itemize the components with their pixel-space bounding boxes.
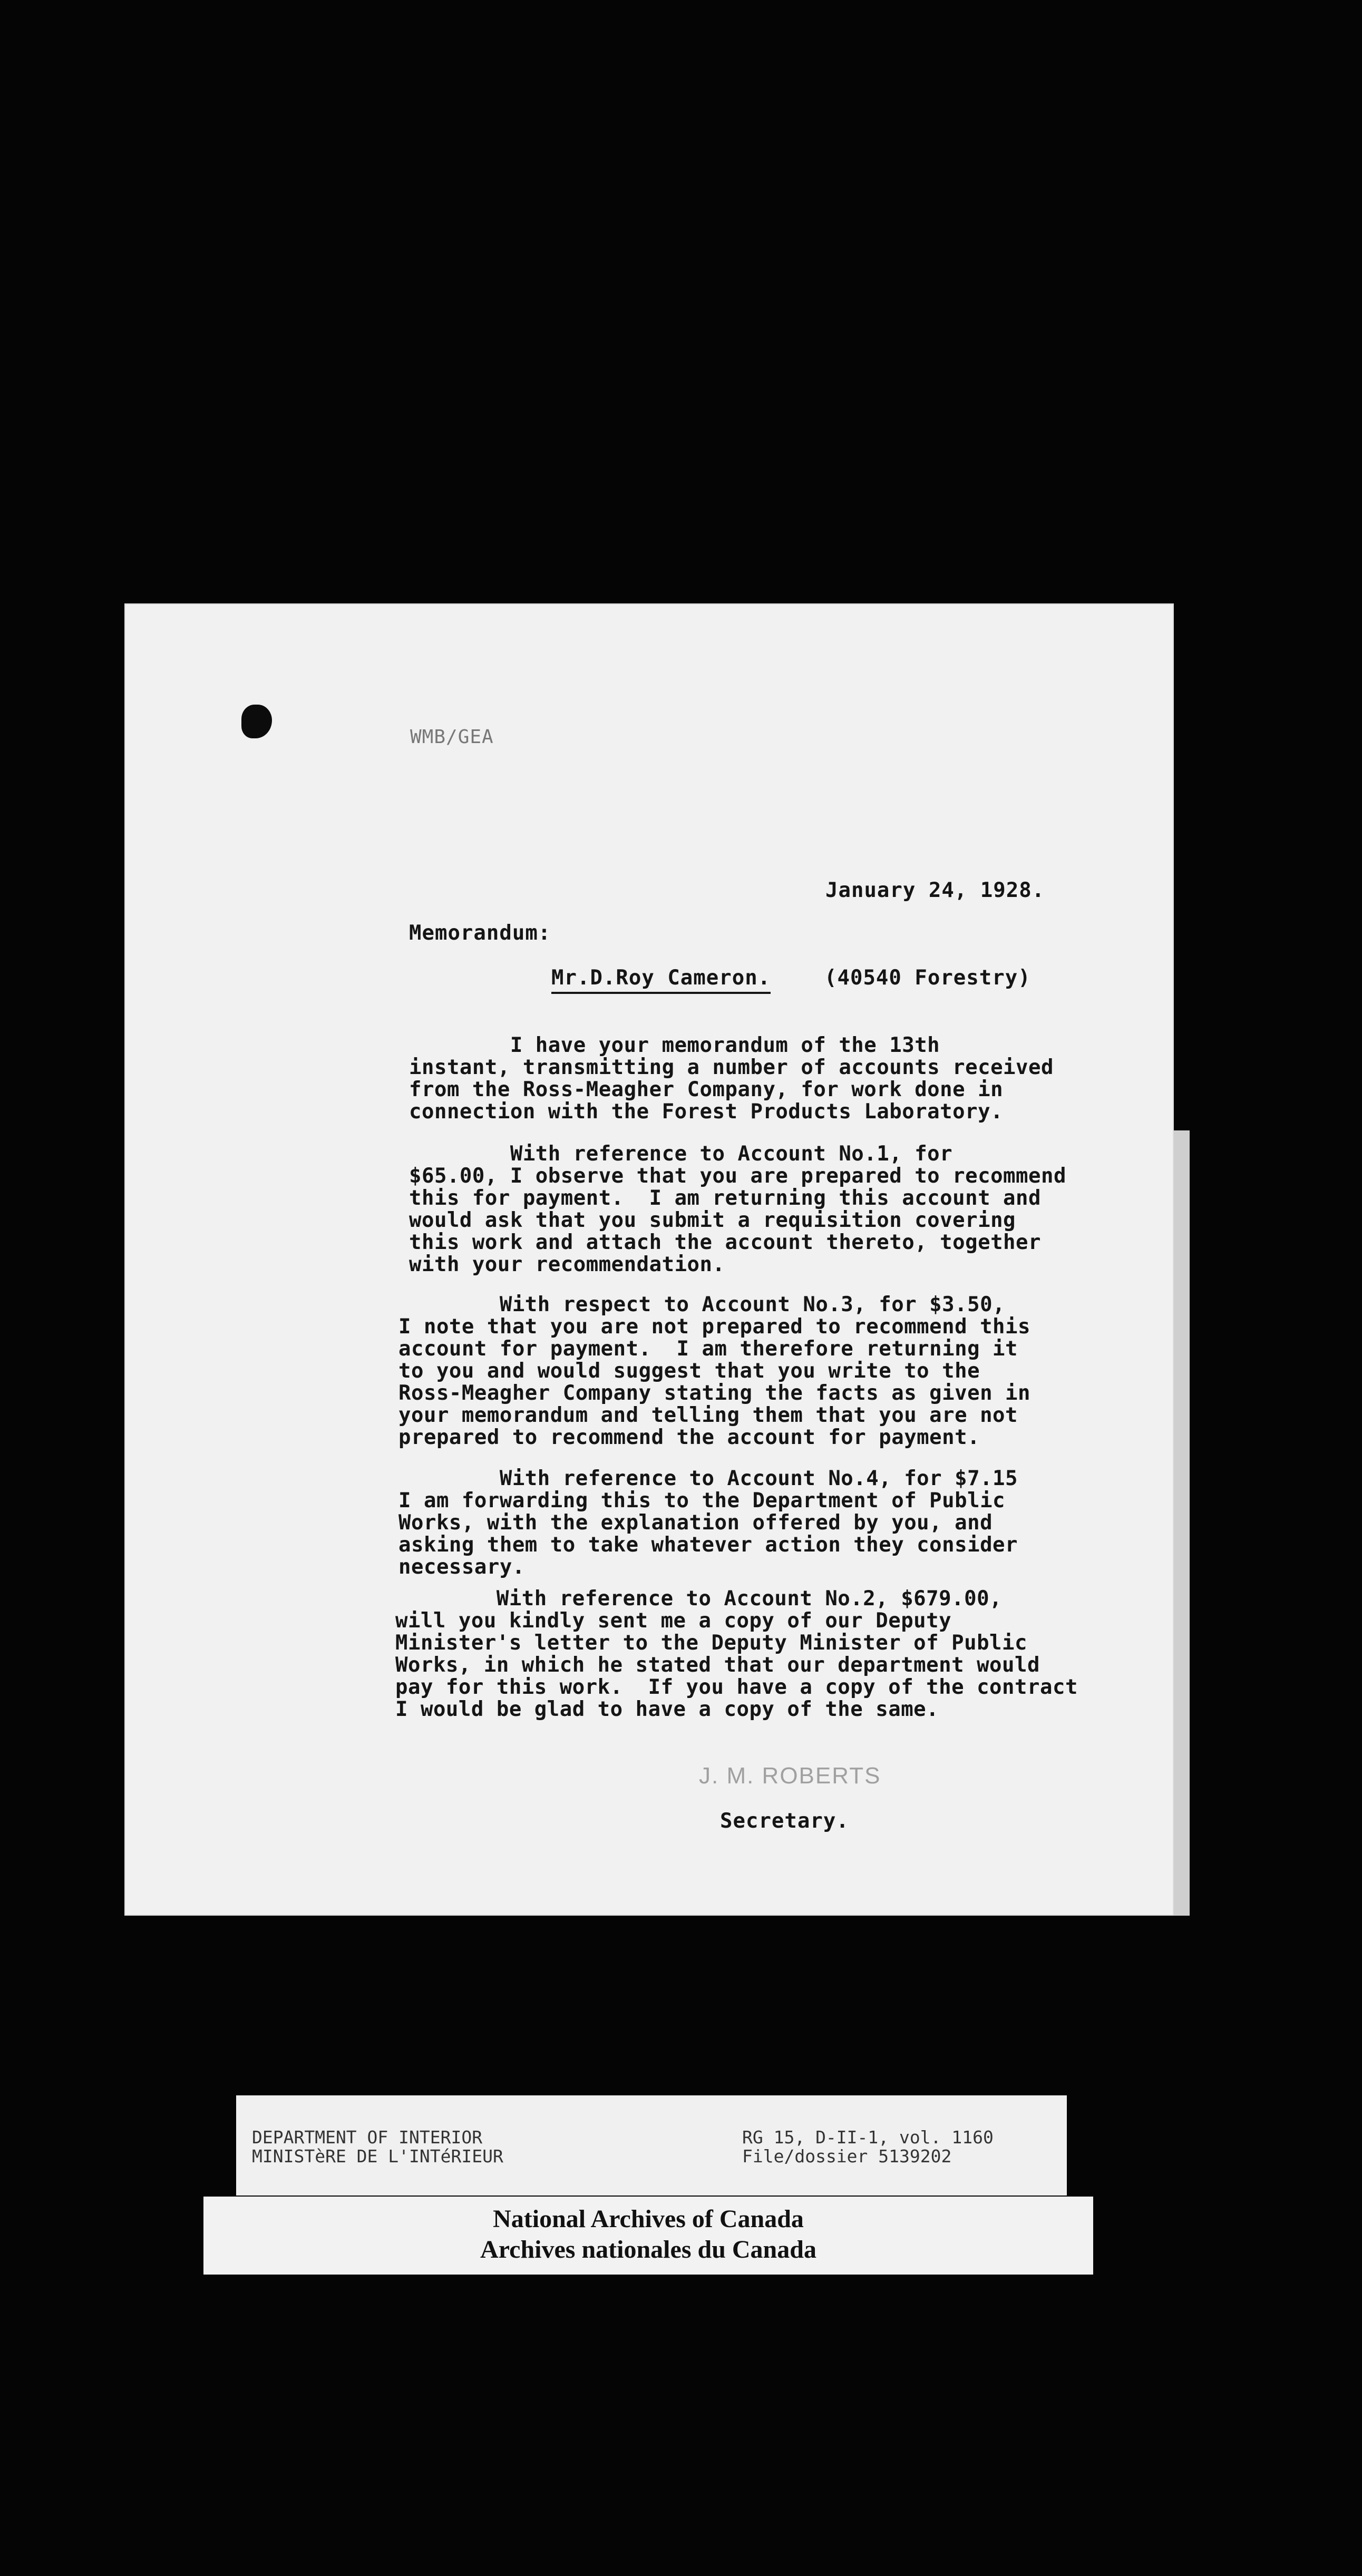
archives-name-english: National Archives of Canada [493,2205,804,2233]
signature-stamp: J. M. ROBERTS [699,1763,881,1789]
page-edge-shadow [1174,1130,1190,1916]
memo-page [124,603,1174,1916]
memo-paragraph-2: With reference to Account No.1, for $65.00, I observe that you are prepared to recommend this for payment. I am returning this account and would ask that you submit a requisition covering this work and attach the account thereto, together with your recommendation. [409,1142,1066,1276]
memo-heading: Memorandum: [409,921,551,945]
archives-banner [203,2197,1093,2275]
memo-paragraph-3: With respect to Account No.3, for $3.50, I note that you are not prepared to recommend this account for payment. I am therefore returning it to you and would suggest that you write to the Ross-Meagher Company stating the facts as given in your memorandum and telling them that you are not prepared to recommend the account for payment. [398,1293,1030,1449]
archives-name-french: Archives nationales du Canada [480,2236,816,2263]
archive-reference-label [236,2095,1067,2196]
punch-hole [241,705,272,738]
memo-recipient: Mr.D.Roy Cameron. [551,966,771,994]
memo-date: January 24, 1928. [825,879,1045,902]
record-group-ref: RG 15, D-II-1, vol. 1160 [742,2127,994,2148]
memo-reference: WMB/GEA [410,726,494,748]
department-french: MINISTèRE DE L'INTéRIEUR [252,2146,503,2167]
memo-paragraph-5: With reference to Account No.2, $679.00, will you kindly sent me a copy of our Deputy Minister's letter to the Deputy Minister of Public Works, in which he stated that our department would pay for this work. If you have a copy of the contract I would be glad to have a copy of the same. [395,1587,1078,1721]
memo-paragraph-4: With reference to Account No.4, for $7.15 I am forwarding this to the Department of Public Works, with the explanation offered by you, and asking them to take whatever action they consider necessary. [398,1467,1018,1579]
signature-title: Secretary. [720,1809,849,1833]
file-dossier-ref: File/dossier 5139202 [742,2146,952,2167]
memo-file-ref: (40540 Forestry) [824,966,1031,990]
memo-paragraph-1: I have your memorandum of the 13th instant, transmitting a number of accounts received from the Ross-Meagher Company, for work done in connection with the Forest Products Laboratory. [409,1033,1054,1124]
department-english: DEPARTMENT OF INTERIOR [252,2127,483,2148]
